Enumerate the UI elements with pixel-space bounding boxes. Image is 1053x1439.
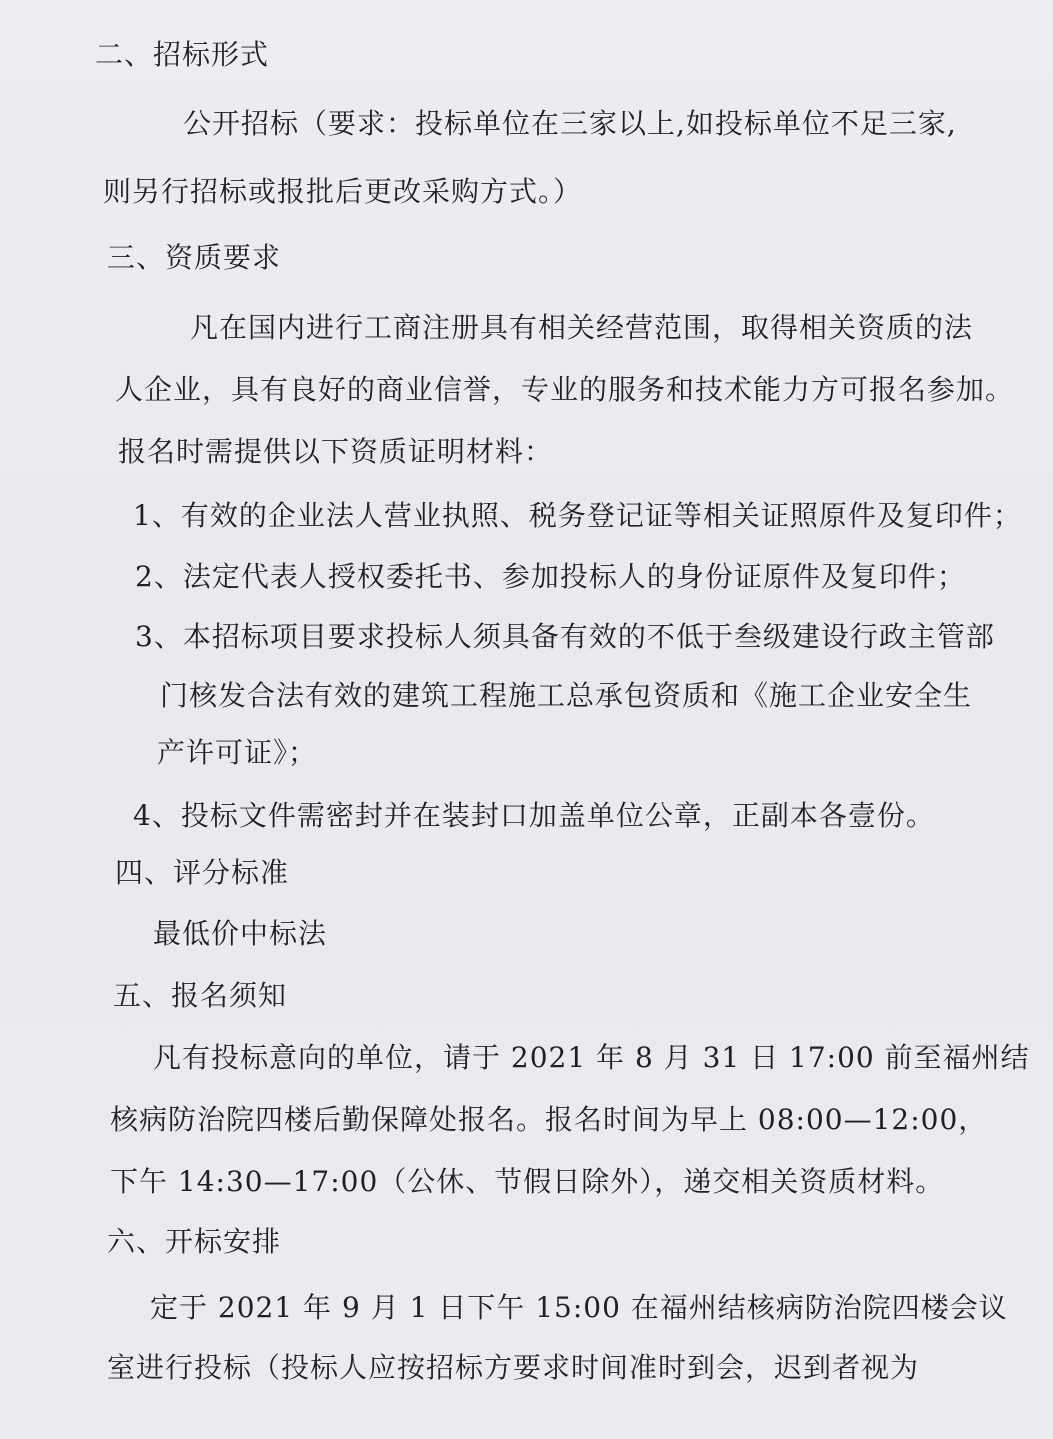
paragraph-line: 报名时需提供以下资质证明材料： — [118, 435, 554, 468]
section-heading-scoring: 四、评分标准 — [115, 856, 290, 889]
list-item-1: 1、有效的企业法人营业执照、税务登记证等相关证照原件及复印件； — [133, 499, 1022, 532]
section-heading-tender-form: 二、招标形式 — [95, 38, 270, 71]
paragraph-line: 则另行招标或报批后更改采购方式。） — [103, 175, 583, 208]
paragraph-line: 最低价中标法 — [153, 917, 328, 950]
list-item-4: 4、投标文件需密封并在装封口加盖单位公章，正副本各壹份。 — [133, 799, 935, 832]
list-item-3: 3、本招标项目要求投标人须具备有效的不低于叁级建设行政主管部 — [135, 620, 995, 653]
paragraph-line: 凡有投标意向的单位，请于 2021 年 8 月 31 日 17:00 前至福州结 — [153, 1041, 1030, 1074]
list-item-2: 2、法定代表人授权委托书、参加投标人的身份证原件及复印件； — [135, 560, 966, 593]
paragraph-line: 核病防治院四楼后勤保障处报名。报名时间为早上 08:00—12:00， — [110, 1103, 988, 1136]
paragraph-line: 定于 2021 年 9 月 1 日下午 15:00 在福州结核病防治院四楼会议 — [150, 1291, 1008, 1324]
section-heading-registration: 五、报名须知 — [113, 979, 288, 1012]
list-item-3-continued: 门核发合法有效的建筑工程施工总承包资质和《施工企业安全生 — [160, 679, 973, 712]
section-heading-qualification: 三、资质要求 — [107, 241, 282, 274]
paragraph-line: 室进行投标（投标人应按招标方要求时间准时到会，迟到者视为 — [107, 1351, 920, 1384]
section-heading-bid-opening: 六、开标安排 — [107, 1225, 282, 1258]
paragraph-line: 下午 14:30—17:00（公休、节假日除外），递交相关资质材料。 — [110, 1165, 945, 1198]
paragraph-line: 公开招标（要求：投标单位在三家以上,如投标单位不足三家, — [183, 107, 957, 140]
paragraph-line: 人企业，具有良好的商业信誉，专业的服务和技术能力方可报名参加。 — [115, 373, 1015, 406]
list-item-3-continued: 产许可证》； — [157, 736, 318, 769]
paragraph-line: 凡在国内进行工商注册具有相关经营范围，取得相关资质的法 — [190, 311, 974, 344]
